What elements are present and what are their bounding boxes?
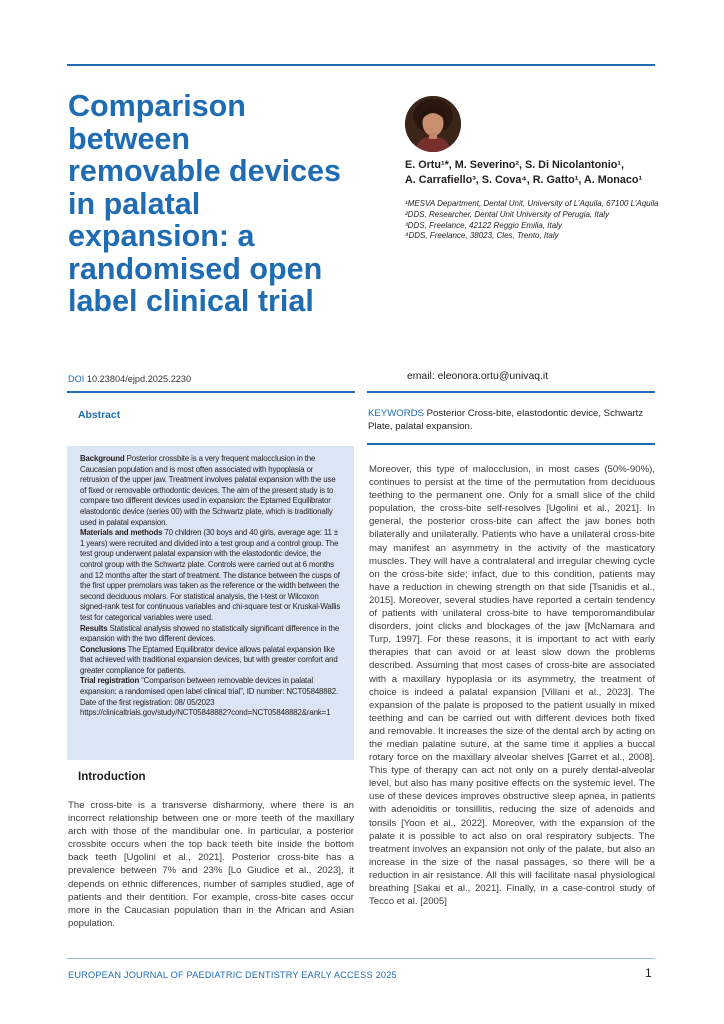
registration-label: Trial registration: [80, 676, 140, 686]
abstract-conclusions: [80, 645, 342, 677]
abstract-heading: Abstract: [78, 410, 121, 421]
doi-label: DOI: [68, 374, 85, 384]
conclusions-label: Conclusions: [80, 644, 126, 654]
background-text: Posterior crossbite is a very frequent malocclusion in the Caucasian population and is most often associated with hypoplasia or retrusion of the upper jaw. Treatment involves palatal expansion with the use of fixed or removable orthodontic devices. The aim of the present study is to compare two different devices used in expansion: the Eptamed Equilibrator elastodontic device (series 00) with the Schwartz plate, which is traditionally used in palatal expansion.: [80, 454, 336, 527]
abstract-methods: [80, 528, 342, 623]
background-label: Background: [80, 454, 125, 463]
abstract-background: [80, 454, 342, 528]
keywords-text: Posterior Cross-bite, elastodontic device, Schwartz Plate, palatal expansion.: [368, 408, 644, 432]
email-rule: [367, 391, 655, 393]
right-column-text: Moreover, this type of malocclusion, in most cases (50%-90%), continues to persist at the time of the permutation from deciduous teething to the permanent one. Only for a small slice of the child population, the cross-bite self-resolves [Ugolini et al., 2021]. In general, the posterior cross-bite can affect the jaw bones both bilaterally and unilaterally. Patients who have a unilateral cross-bite may manifest an asymmetry in the activity of the masticatory muscles. They will have a contralateral and irregular chewing cycle on the cross-bite side; infact, due to this condition, patients may have a reduction in chewing strength on that side [Tsanidis et al., 2015]. Moreover, several studies have reported a certain tendency of patients with unilateral cross-bite to have temporomandibular disorders, joint clicks and blockages of the jaw [McNamara and Turp, 1997]. For these reasons, it is important to act with early therapies that can avoid or at least slow down the problems described. Assuming that most cases of cross-bite are associated with a maxillary hypoplasia or its asymmetry, the treatment of choice is indeed a palatal expansion [Villani et al., 2023]. The expansion of the palate is proposed to the patient usually in mixed teething and can be carried out with different devices both fixed and removable. It increases the size of the dental arch by acting on the median palatine suture, at the same time it applies a buccal rotary force on the maxillary alveolar shelves [Garret et al., 2008]. This type of therapy can act not only on a purely dental-alveolar level, but also has many positive effects on the systemic level. The use of these devices improves obstructive sleep apnea, in patients with adenoiditis or tonsillitis, reducing the size of adenoids and tonsils [Yoon et al., 2022]. Moreover, with the expansion of the palate it is possible to act also on oral respiratory subjects. The treatment involves an expansion not only of the palate, but also an increase in the size of the nasal passages, so there will be a reduction in air resistance. All this will facilitate nasal physiological breathing [Sakai et al., 2021]. Finally, in a case-control study of Tecco et al. [2005]: [369, 464, 655, 908]
authors-line-2: A. Carrafiello³, S. Cova⁴, R. Gatto¹, A. Monaco¹: [405, 173, 643, 186]
corresponding-email[interactable]: email: eleonora.ortu@univaq.it: [407, 371, 549, 382]
results-text: Statistical analysis showed no statistically significant difference in the expansion with the two different devices.: [80, 623, 340, 644]
doi-rule: [67, 391, 355, 393]
authors-line-1: E. Ortu¹*, M. Severino², S. Di Nicolantonio¹,: [405, 159, 624, 171]
keywords: [368, 407, 658, 433]
top-rule: [67, 64, 655, 66]
footer-journal-name: EUROPEAN JOURNAL OF PAEDIATRIC DENTISTRY EARLY ACCESS 2025: [68, 970, 397, 980]
affiliations: [405, 199, 665, 242]
affiliation-3: ³DDS, Freelance, 42122 Reggio Emilia, Italy: [405, 220, 562, 230]
author-photo-image: [405, 96, 461, 152]
abstract-box: [67, 446, 354, 760]
author-photo: [405, 96, 461, 152]
abstract-registration: [80, 676, 342, 718]
affiliation-4: ⁴DDS, Freelance, 38023, Cles, Trento, Italy: [405, 231, 559, 241]
article-title: Comparison between removable devices in palatal expansion: a randomised open label clinical trial: [68, 89, 341, 318]
page-number: 1: [645, 966, 652, 980]
results-label: Results: [80, 623, 108, 633]
affiliation-1: ¹MESVA Department, Dental Unit, University of L’Aquila, 67100 L’Aquila: [405, 199, 659, 208]
abstract-results: [80, 624, 342, 645]
doi: [68, 374, 191, 384]
methods-text: 70 children (30 boys and 40 girls, average age: 11 ± 1 years) were recruited and divided into a test group and a control group. The test group underwent palatal expansion with the elastodontic device, the control group with the Schwartz plate. Controls were carried out at 6 months and 12 months after the start of treatment. The distance between the cusps of the first upper premolars was taken as the reference or the width between the second deciduous molars. For statistical analysis, the t-test or Wilcoxon signed-rank test for continuous variables and chi-square test or Kruskal-Wallis test for categorical variables were used.: [80, 528, 341, 622]
keywords-label: KEYWORDS: [368, 408, 424, 419]
keywords-rule: [367, 443, 655, 445]
doi-value[interactable]: 10.23804/ejpd.2025.2230: [86, 374, 192, 384]
introduction-text: The cross-bite is a transverse disharmony, where there is an incorrect relationship between one or more teeth of the maxillary arch with those of the mandibular one. In particular, a posterior crossbite occurs when the top back teeth bite inside the bottom back teeth [Ugolini et al., 2021]. Posterior cross-bite has a prevalence between 7% and 23% [Lo Giudice et al., 2023], it depends on ethnic differences, number of samples studied, age of patients and their dentition. For example, cross-bite cases occur more in the Caucasian population than in the African and Asian population.: [68, 800, 354, 929]
registration-text: “Comparison between removable devices in palatal expansion: a randomised open label clinical trial”, ID number: NCT05848882. Date of the first registration: 08/ 05/2023 https://clinicaltrials.gov/study/NCT05848882?cond=NCT05848882&rank=1: [80, 676, 339, 718]
conclusions-text: The Eptamed Equilibrator device allows palatal expansion like that achieved with traditional expansion devices, but with greater comfort and greater compliance for patients.: [80, 644, 338, 675]
author-list: [405, 158, 665, 187]
methods-label: Materials and methods: [80, 528, 163, 538]
introduction-heading: Introduction: [78, 770, 146, 783]
footer-rule: [67, 958, 655, 959]
affiliation-2: ²DDS, Researcher, Dental Unit University of Perugia, Italy: [405, 209, 610, 219]
